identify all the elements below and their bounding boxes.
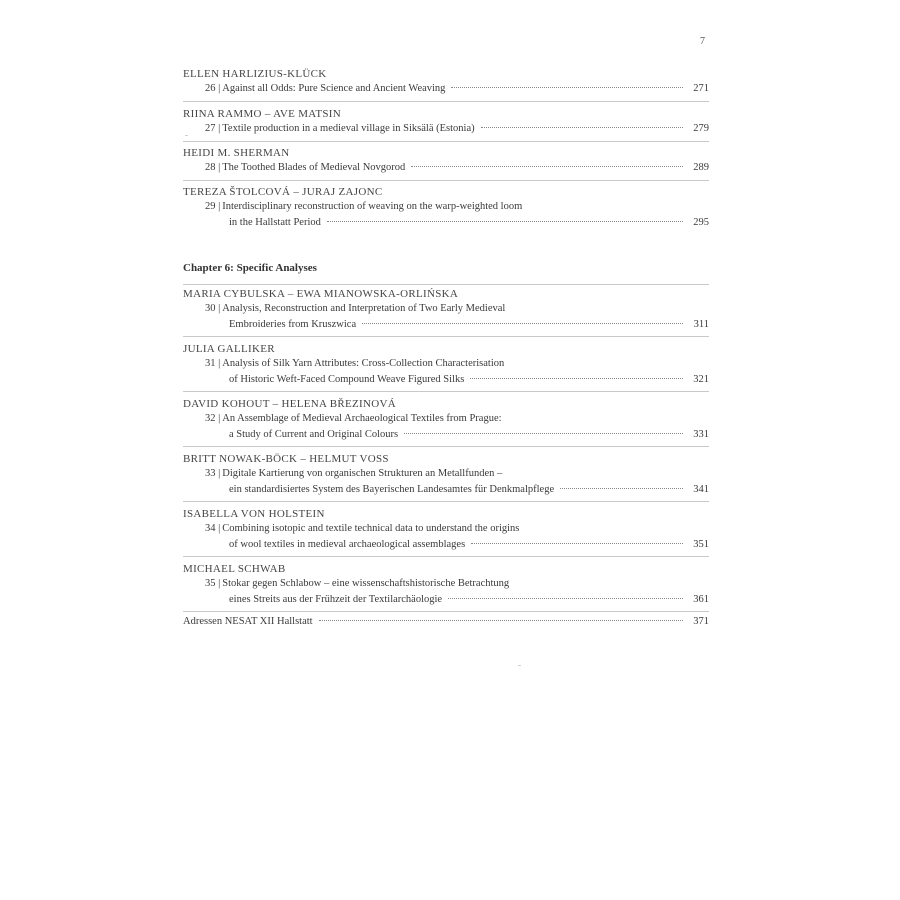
scan-speck (185, 135, 188, 136)
entry-title-line[interactable] (183, 160, 709, 176)
entry-author: ELLEN HARLIZIUS-KLÜCK (183, 68, 327, 80)
leader-dots (327, 221, 683, 222)
entry-title: in the Hallstatt Period (229, 217, 321, 228)
entry-title: Stokar gegen Schlabow – eine wissenschaftshistorische Betrachtung (222, 578, 510, 589)
entry-author: BRITT NOWAK-BÖCK – HELMUT VOSS (183, 453, 389, 465)
entry-page: 321 (693, 374, 709, 385)
entry-author: JULIA GALLIKER (183, 343, 275, 355)
entry-title-line[interactable] (183, 482, 709, 498)
leader-dots (481, 127, 683, 128)
entry-number: 30 | (205, 303, 221, 314)
entry-title: Embroideries from Kruszwica (229, 319, 357, 330)
entry-title-line[interactable] (183, 199, 709, 215)
addresses-page: 371 (693, 616, 709, 627)
entry-number: 28 | (205, 162, 221, 173)
entry-number: 32 | (205, 413, 221, 424)
leader-dots (448, 598, 683, 599)
scan-speck (518, 665, 521, 666)
page-number: 7 (700, 36, 705, 47)
entry-title-line[interactable] (183, 466, 709, 482)
entry-page: 341 (693, 484, 709, 495)
entry-title: Analysis, Reconstruction and Interpretation of Two Early Medieval (222, 303, 506, 314)
leader-dots (411, 166, 683, 167)
entry-number: 33 | (205, 468, 221, 479)
entry-page: 279 (693, 123, 709, 134)
entry-author: MICHAEL SCHWAB (183, 563, 286, 575)
entry-title: The Toothed Blades of Medieval Novgorod (222, 162, 406, 173)
toc-entry (183, 508, 709, 557)
entry-author: MARIA CYBULSKA – EWA MIANOWSKA-ORLIŃSKA (183, 288, 459, 300)
toc-entry (183, 453, 709, 502)
entry-title: Interdisciplinary reconstruction of weaving on the warp-weighted loom (222, 201, 523, 212)
chapter-heading: Chapter 6: Specific Analyses (183, 262, 317, 274)
toc-entry (183, 186, 709, 234)
entry-title-line[interactable] (183, 301, 709, 317)
addresses-label: Adressen NESAT XII Hallstatt (183, 616, 313, 627)
entry-title: ein standardisiertes System des Bayerischen Landesamtes für Denkmalpflege (229, 484, 555, 495)
toc-entry (183, 343, 709, 392)
entry-author: HEIDI M. SHERMAN (183, 147, 290, 159)
leader-dots (470, 378, 683, 379)
toc-entry (183, 68, 709, 102)
leader-dots (451, 87, 683, 88)
entry-author: TEREZA ŠTOLCOVÁ – JURAJ ZAJONC (183, 186, 383, 198)
entry-title: eines Streits aus der Frühzeit der Textilarchäologie (229, 594, 443, 605)
leader-dots (319, 620, 683, 621)
entry-title: Combining isotopic and textile technical data to understand the origins (222, 523, 520, 534)
entry-author: ISABELLA VON HOLSTEIN (183, 508, 325, 520)
entry-title-line[interactable] (183, 592, 709, 608)
leader-dots (560, 488, 683, 489)
entry-page: 311 (693, 319, 709, 330)
entry-title: of Historic Weft-Faced Compound Weave Figured Silks (229, 374, 465, 385)
entry-title-line[interactable] (183, 215, 709, 231)
entry-title-line[interactable] (183, 121, 709, 137)
entry-number: 26 | (205, 83, 221, 94)
entry-title: a Study of Current and Original Colours (229, 429, 399, 440)
entry-title-line[interactable] (183, 81, 709, 97)
entry-number: 27 | (205, 123, 221, 134)
entry-title-line[interactable] (183, 356, 709, 372)
divider (183, 284, 709, 285)
entry-title-line[interactable] (183, 427, 709, 443)
entry-page: 331 (693, 429, 709, 440)
toc-entry (183, 108, 709, 142)
leader-dots (404, 433, 683, 434)
leader-dots (362, 323, 683, 324)
entry-title-line[interactable] (183, 576, 709, 592)
entry-title: Digitale Kartierung von organischen Strukturen an Metallfunden – (222, 468, 503, 479)
entry-page: 289 (693, 162, 709, 173)
entry-number: 29 | (205, 201, 221, 212)
entry-title-line[interactable] (183, 372, 709, 388)
entry-title: Textile production in a medieval village in Siksälä (Estonia) (222, 123, 475, 134)
entry-title: Against all Odds: Pure Science and Ancient Weaving (222, 83, 446, 94)
entry-page: 351 (693, 539, 709, 550)
entry-title: Analysis of Silk Yarn Attributes: Cross-Collection Characterisation (222, 358, 505, 369)
toc-entry (183, 398, 709, 447)
toc-entry (183, 563, 709, 612)
entry-number: 31 | (205, 358, 221, 369)
addresses-entry[interactable] (183, 614, 709, 630)
toc-entry (183, 147, 709, 181)
entry-title: An Assemblage of Medieval Archaeological Textiles from Prague: (222, 413, 502, 424)
entry-title-line[interactable] (183, 411, 709, 427)
entry-page: 271 (693, 83, 709, 94)
entry-title-line[interactable] (183, 317, 709, 333)
entry-author: RIINA RAMMO – AVE MATSIN (183, 108, 341, 120)
entry-number: 35 | (205, 578, 221, 589)
toc-entry (183, 288, 709, 337)
entry-page: 361 (693, 594, 709, 605)
entry-title: of wool textiles in medieval archaeological assemblages (229, 539, 466, 550)
entry-author: DAVID KOHOUT – HELENA BŘEZINOVÁ (183, 398, 396, 410)
entry-title-line[interactable] (183, 537, 709, 553)
leader-dots (471, 543, 683, 544)
entry-page: 295 (693, 217, 709, 228)
entry-title-line[interactable] (183, 521, 709, 537)
entry-number: 34 | (205, 523, 221, 534)
